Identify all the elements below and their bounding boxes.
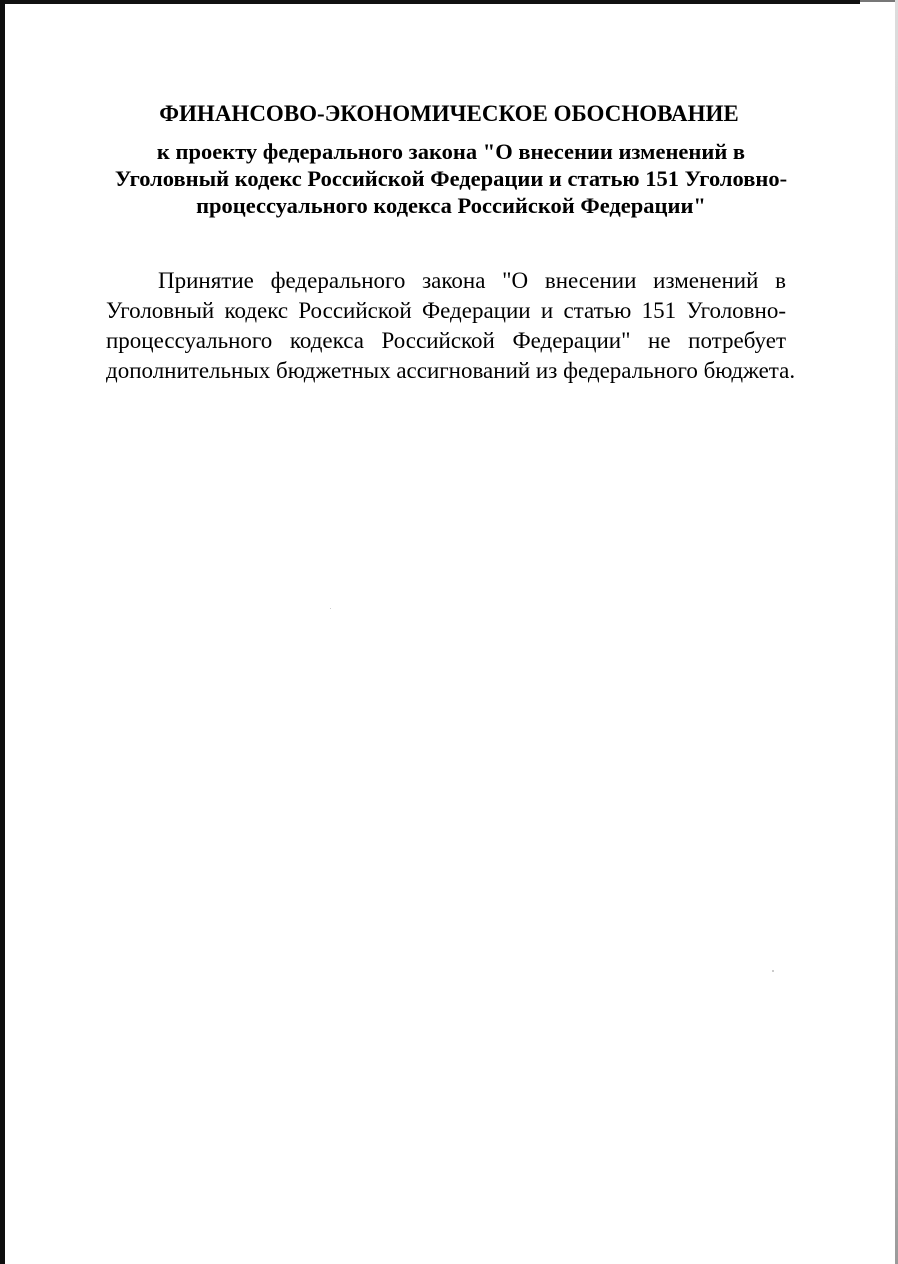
scan-speck — [330, 608, 331, 609]
subtitle-line: Уголовный кодекс Российской Федерации и статью 151 Уголовно- — [114, 166, 788, 191]
subtitle-line: процессуального кодекса Российской Федерации" — [196, 193, 706, 218]
scan-speck — [772, 970, 774, 972]
body-line: Принятие федерального закона "О внесении изменений в — [158, 268, 786, 293]
document-title: ФИНАНСОВО-ЭКОНОМИЧЕСКОЕ ОБОСНОВАНИЕ — [159, 101, 739, 126]
body-line: Уголовный кодекс Российской Федерации и статью 151 Уголовно- — [106, 298, 786, 323]
scan-border-left — [0, 0, 5, 1264]
body-line: процессуального кодекса Российской Федерации" не потребует — [106, 328, 786, 353]
subtitle-line: к проекту федерального закона "О внесении изменений в — [156, 139, 746, 164]
document-subtitle — [96, 138, 806, 219]
body-line: дополнительных бюджетных ассигнований из федерального бюджета. — [106, 358, 796, 383]
scan-border-top-fade — [860, 0, 898, 2]
document-body-paragraph — [106, 266, 796, 386]
scan-border-top — [0, 0, 860, 4]
